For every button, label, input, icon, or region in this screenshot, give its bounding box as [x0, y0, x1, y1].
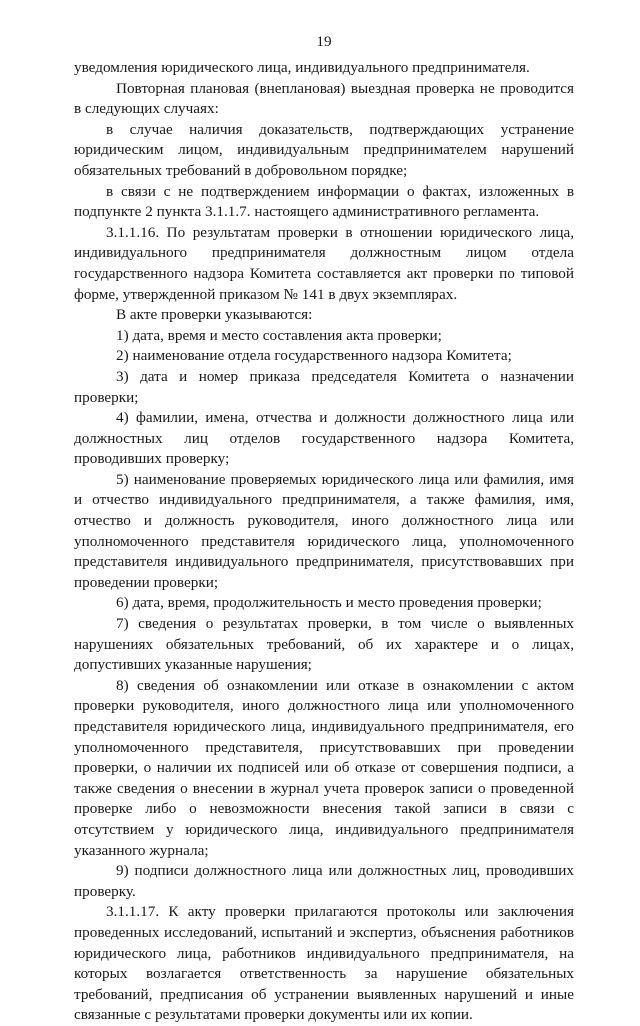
paragraph-repeat-inspection: Повторная плановая (внеплановая) выездная проверка не проводится в следующих случаях: — [74, 79, 574, 118]
paragraph-clause-3-1-1-17: 3.1.1.17. К акту проверки прилагаются протоколы или заключения проведенных исследований, испытаний и экспертиз, объяснения работников юридического лица, работников индивидуального предпринимателя, на которых возлагается ответственность за нарушение обязательных требований, предписания об устранении выявленных нарушений и иные связанные с результатами проверки документы или их копии. — [74, 903, 574, 1024]
paragraph-act-contents-intro: В акте проверки указываются: — [116, 306, 313, 324]
list-item-6: 6) дата, время, продолжительность и место проведения проверки; — [116, 594, 542, 612]
paragraph-clause-3-1-1-16: 3.1.1.16. По результатам проверки в отношении юридического лица, индивидуального предпринимателя должностным лицом отдела государственного надзора Комитета составляется акт проверки по типовой форме, утвержденной приказом № 141 в двух экземплярах. — [74, 223, 574, 303]
list-item-7: 7) сведения о результатах проверки, в том числе о выявленных нарушениях обязательных требований, об их характере и о лицах, допустивших указанные нарушения; — [74, 615, 574, 674]
list-item-2: 2) наименование отдела государственного надзора Комитета; — [116, 347, 512, 365]
page-number: 19 — [316, 33, 332, 50]
list-item-9: 9) подписи должностного лица или должностных лиц, проводивших проверку. — [74, 862, 574, 900]
paragraph-case-unconfirmed: в связи с не подтверждением информации о фактах, изложенных в подпункте 2 пункта 3.1.1.7. настоящего административного регламента. — [74, 182, 574, 221]
document-body — [74, 34, 574, 1026]
list-item-4: 4) фамилии, имена, отчества и должности должностного лица или должностных лиц отделов государственного надзора Комитета, проводивших проверку; — [74, 409, 574, 468]
list-item-8: 8) сведения об ознакомлении или отказе в ознакомлении с актом проверки руководителя, иного должностного лица или уполномоченного представителя юридического лица, индивидуального предпринимателя, его уполномоченного представителя, присутствовавших при проведении проверки, о наличии их подписей или об отказе от совершения подписи, а также сведения о внесении в журнал учета проверок записи о проведенной проверке либо о невозможности внесения такой записи в связи с отсутствием у юридического лица, индивидуального предпринимателя указанного журнала; — [74, 676, 574, 859]
list-item-5: 5) наименование проверяемых юридического лица или фамилия, имя и отчество индивидуального предпринимателя, а также фамилия, имя, отчество и должность руководителя, иного должностного лица или уполномоченного представителя юридического лица, уполномоченного представителя индивидуального предпринимателя, присутствовавших при проведении проверки; — [74, 470, 574, 591]
paragraph-case-evidence: в случае наличия доказательств, подтверждающих устранение юридическим лицом, индивидуальным предпринимателем нарушений обязательных требований в добровольном порядке; — [74, 120, 574, 179]
paragraph-notification-end: уведомления юридического лица, индивидуального предпринимателя. — [74, 59, 530, 76]
list-item-1: 1) дата, время и место составления акта проверки; — [116, 326, 442, 344]
list-item-3: 3) дата и номер приказа председателя Комитета о назначении проверки; — [74, 367, 574, 406]
